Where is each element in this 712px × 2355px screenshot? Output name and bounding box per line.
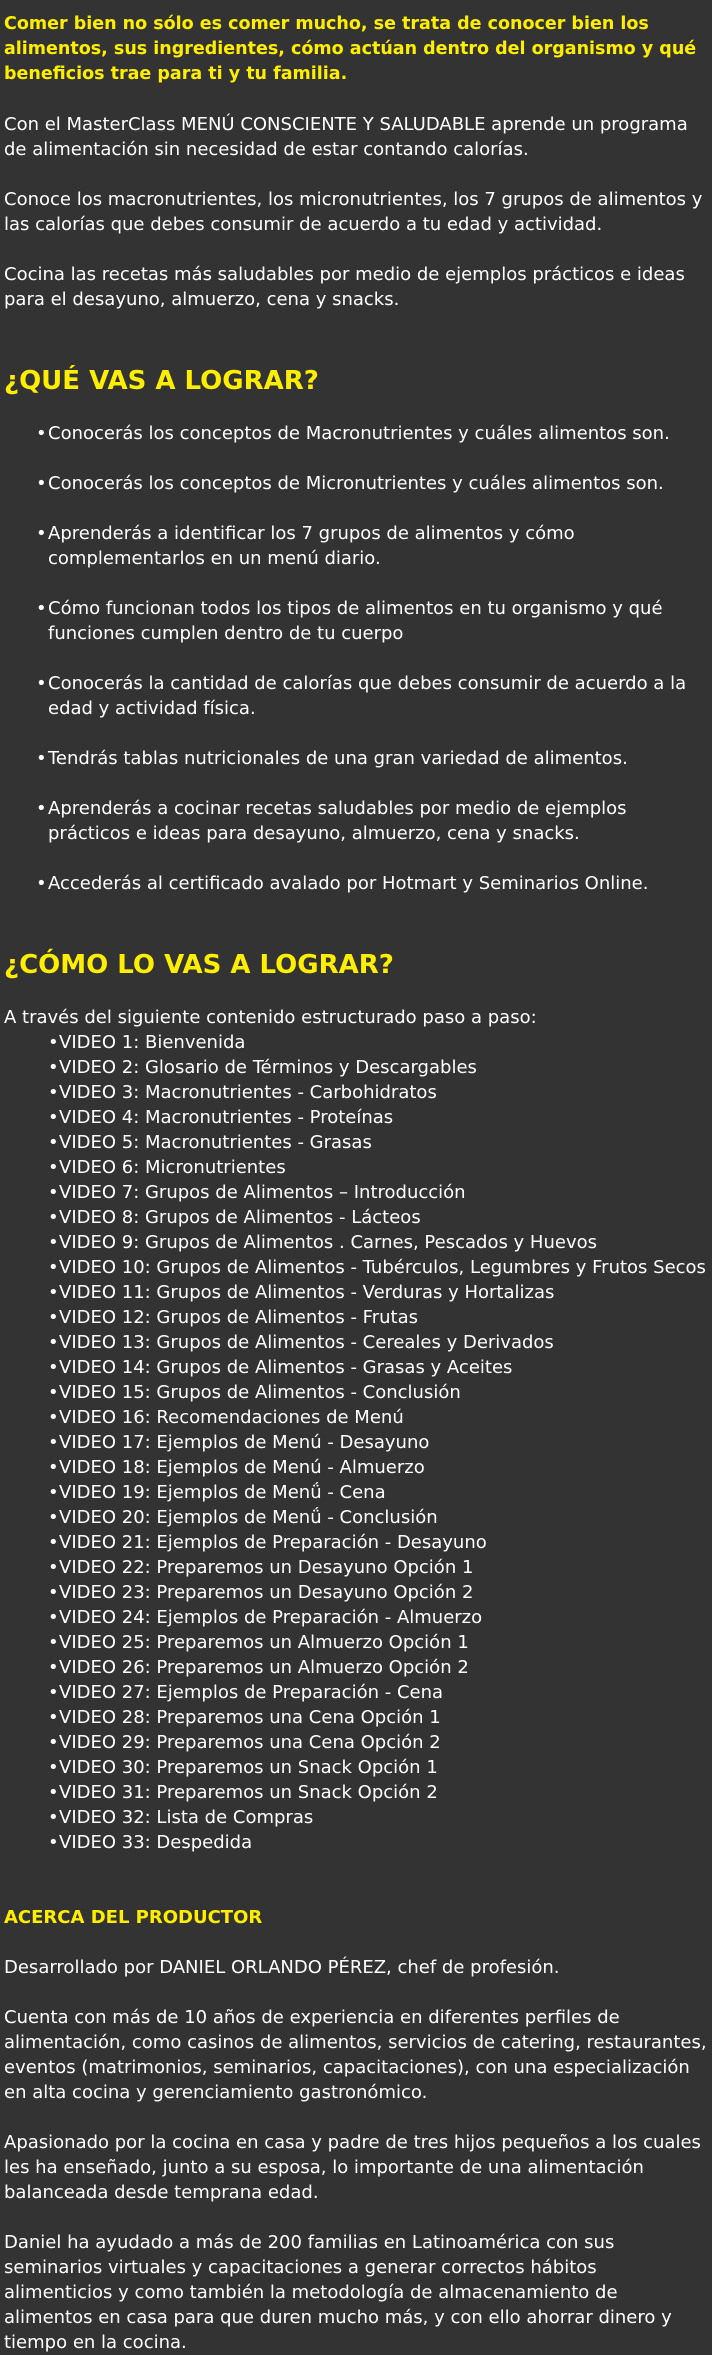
video-item: • VIDEO 23: Preparemos un Desayuno Opción 2 — [59, 1580, 708, 1605]
video-item: • VIDEO 12: Grupos de Alimentos - Frutas — [59, 1305, 708, 1330]
video-item: • VIDEO 27: Ejemplos de Preparación - Cena — [59, 1680, 708, 1705]
video-item: • VIDEO 17: Ejemplos de Menú - Desayuno — [59, 1430, 708, 1455]
video-item: • VIDEO 31: Preparemos un Snack Opción 2 — [59, 1780, 708, 1805]
intro-highlight: Comer bien no sólo es comer mucho, se trata de conocer bien los alimentos, sus ingredientes, cómo actúan dentro del organismo y qué beneficios trae para ti y tu familia. — [4, 14, 697, 84]
about-paragraph: Cuenta con más de 10 años de experiencia en diferentes perfiles de alimentación, como casinos de alimentos, servicios de catering, restaurantes, eventos (matrimonios, seminarios, capacitaciones), con una especialización en alta cocina y gerenciamiento gastronómico. — [4, 2007, 707, 2103]
video-item: • VIDEO 21: Ejemplos de Preparación - Desayuno — [59, 1530, 708, 1555]
video-item: • VIDEO 32: Lista de Compras — [59, 1805, 708, 1830]
achieve-item: • Conocerás la cantidad de calorías que debes consumir de acuerdo a la edad y actividad física. — [48, 671, 708, 721]
video-item: • VIDEO 19: Ejemplos de Menǘ - Cena — [59, 1480, 708, 1505]
video-item: • VIDEO 1: Bienvenida — [59, 1030, 708, 1055]
video-item: • VIDEO 33: Despedida — [59, 1830, 708, 1855]
description-paragraph: Cocina las recetas más saludables por medio de ejemplos prácticos e ideas para el desayuno, almuerzo, cena y snacks. — [4, 264, 685, 310]
video-item: • VIDEO 22: Preparemos un Desayuno Opción 1 — [59, 1555, 708, 1580]
video-item: • VIDEO 2: Glosario de Términos y Descargables — [59, 1055, 708, 1080]
video-item: • VIDEO 9: Grupos de Alimentos . Carnes, Pescados y Huevos — [59, 1230, 708, 1255]
how-heading: ¿CÓMO LO VAS A LOGRAR? — [4, 950, 394, 980]
video-item: • VIDEO 15: Grupos de Alimentos - Conclusión — [59, 1380, 708, 1405]
achieve-item: • Cómo funcionan todos los tipos de alimentos en tu organismo y qué funciones cumplen dentro de tu cuerpo — [48, 596, 708, 646]
video-item: • VIDEO 18: Ejemplos de Menú - Almuerzo — [59, 1455, 708, 1480]
achieve-heading: ¿QUÉ VAS A LOGRAR? — [4, 366, 319, 396]
video-item: • VIDEO 8: Grupos de Alimentos - Lácteos — [59, 1205, 708, 1230]
description-paragraph: Con el MasterClass MENÚ CONSCIENTE Y SALUDABLE aprende un programa de alimentación sin necesidad de estar contando calorías. — [4, 114, 688, 160]
video-item: • VIDEO 30: Preparemos un Snack Opción 1 — [59, 1755, 708, 1780]
video-item: • VIDEO 20: Ejemplos de Menǘ - Conclusión — [59, 1505, 708, 1530]
video-item: • VIDEO 29: Preparemos una Cena Opción 2 — [59, 1730, 708, 1755]
achieve-item: • Accederás al certificado avalado por Hotmart y Seminarios Online. — [48, 871, 708, 896]
about-paragraph: Daniel ha ayudado a más de 200 familias en Latinoamérica con sus seminarios virtuales y capacitaciones a generar correctos hábitos alimenticios y como también la metodología de almacenamiento de alimentos en casa para que duren mucho más, y con ello ahorrar dinero y tiempo en la cocina. — [4, 2232, 672, 2353]
video-item: • VIDEO 26: Preparemos un Almuerzo Opción 2 — [59, 1655, 708, 1680]
achieve-item: • Aprenderás a cocinar recetas saludables por medio de ejemplos prácticos e ideas para desayuno, almuerzo, cena y snacks. — [48, 796, 708, 846]
video-item: • VIDEO 14: Grupos de Alimentos - Grasas y Aceites — [59, 1355, 708, 1380]
achieve-item: • Conocerás los conceptos de Micronutrientes y cuáles alimentos son. — [48, 471, 708, 496]
video-item: • VIDEO 6: Micronutrientes — [59, 1155, 708, 1180]
video-item: • VIDEO 4: Macronutrientes - Proteínas — [59, 1105, 708, 1130]
video-item: • VIDEO 5: Macronutrientes - Grasas — [59, 1130, 708, 1155]
achieve-item: • Conocerás los conceptos de Macronutrientes y cuáles alimentos son. — [48, 421, 708, 446]
description-paragraph: Conoce los macronutrientes, los micronutrientes, los 7 grupos de alimentos y las calorías que debes consumir de acuerdo a tu edad y actividad. — [4, 189, 703, 235]
video-list — [4, 1030, 708, 1855]
video-item: • VIDEO 16: Recomendaciones de Menú — [59, 1405, 708, 1430]
about-paragraph: Apasionado por la cocina en casa y padre de tres hijos pequeños a los cuales les ha enseñado, junto a su esposa, lo importante de una alimentación balanceada desde temprana edad. — [4, 2132, 701, 2203]
video-item: • VIDEO 25: Preparemos un Almuerzo Opción 1 — [59, 1630, 708, 1655]
achieve-item: • Aprenderás a identificar los 7 grupos de alimentos y cómo complementarlos en un menú diario. — [48, 521, 708, 571]
video-item: • VIDEO 10: Grupos de Alimentos - Tubérculos, Legumbres y Frutos Secos — [59, 1255, 708, 1280]
video-item: • VIDEO 3: Macronutrientes - Carbohidratos — [59, 1080, 708, 1105]
achieve-item: • Tendrás tablas nutricionales de una gran variedad de alimentos. — [48, 746, 708, 771]
video-item: • VIDEO 11: Grupos de Alimentos - Verduras y Hortalizas — [59, 1280, 708, 1305]
how-lead: A través del siguiente contenido estructurado paso a paso: — [4, 1007, 537, 1028]
video-item: • VIDEO 7: Grupos de Alimentos – Introducción — [59, 1180, 708, 1205]
video-item: • VIDEO 28: Preparemos una Cena Opción 1 — [59, 1705, 708, 1730]
video-item: • VIDEO 24: Ejemplos de Preparación - Almuerzo — [59, 1605, 708, 1630]
achieve-list — [4, 421, 708, 896]
about-paragraph: Desarrollado por DANIEL ORLANDO PÉREZ, chef de profesión. — [4, 1957, 560, 1978]
video-item: • VIDEO 13: Grupos de Alimentos - Cereales y Derivados — [59, 1330, 708, 1355]
about-heading: ACERCA DEL PRODUCTOR — [4, 1907, 263, 1928]
